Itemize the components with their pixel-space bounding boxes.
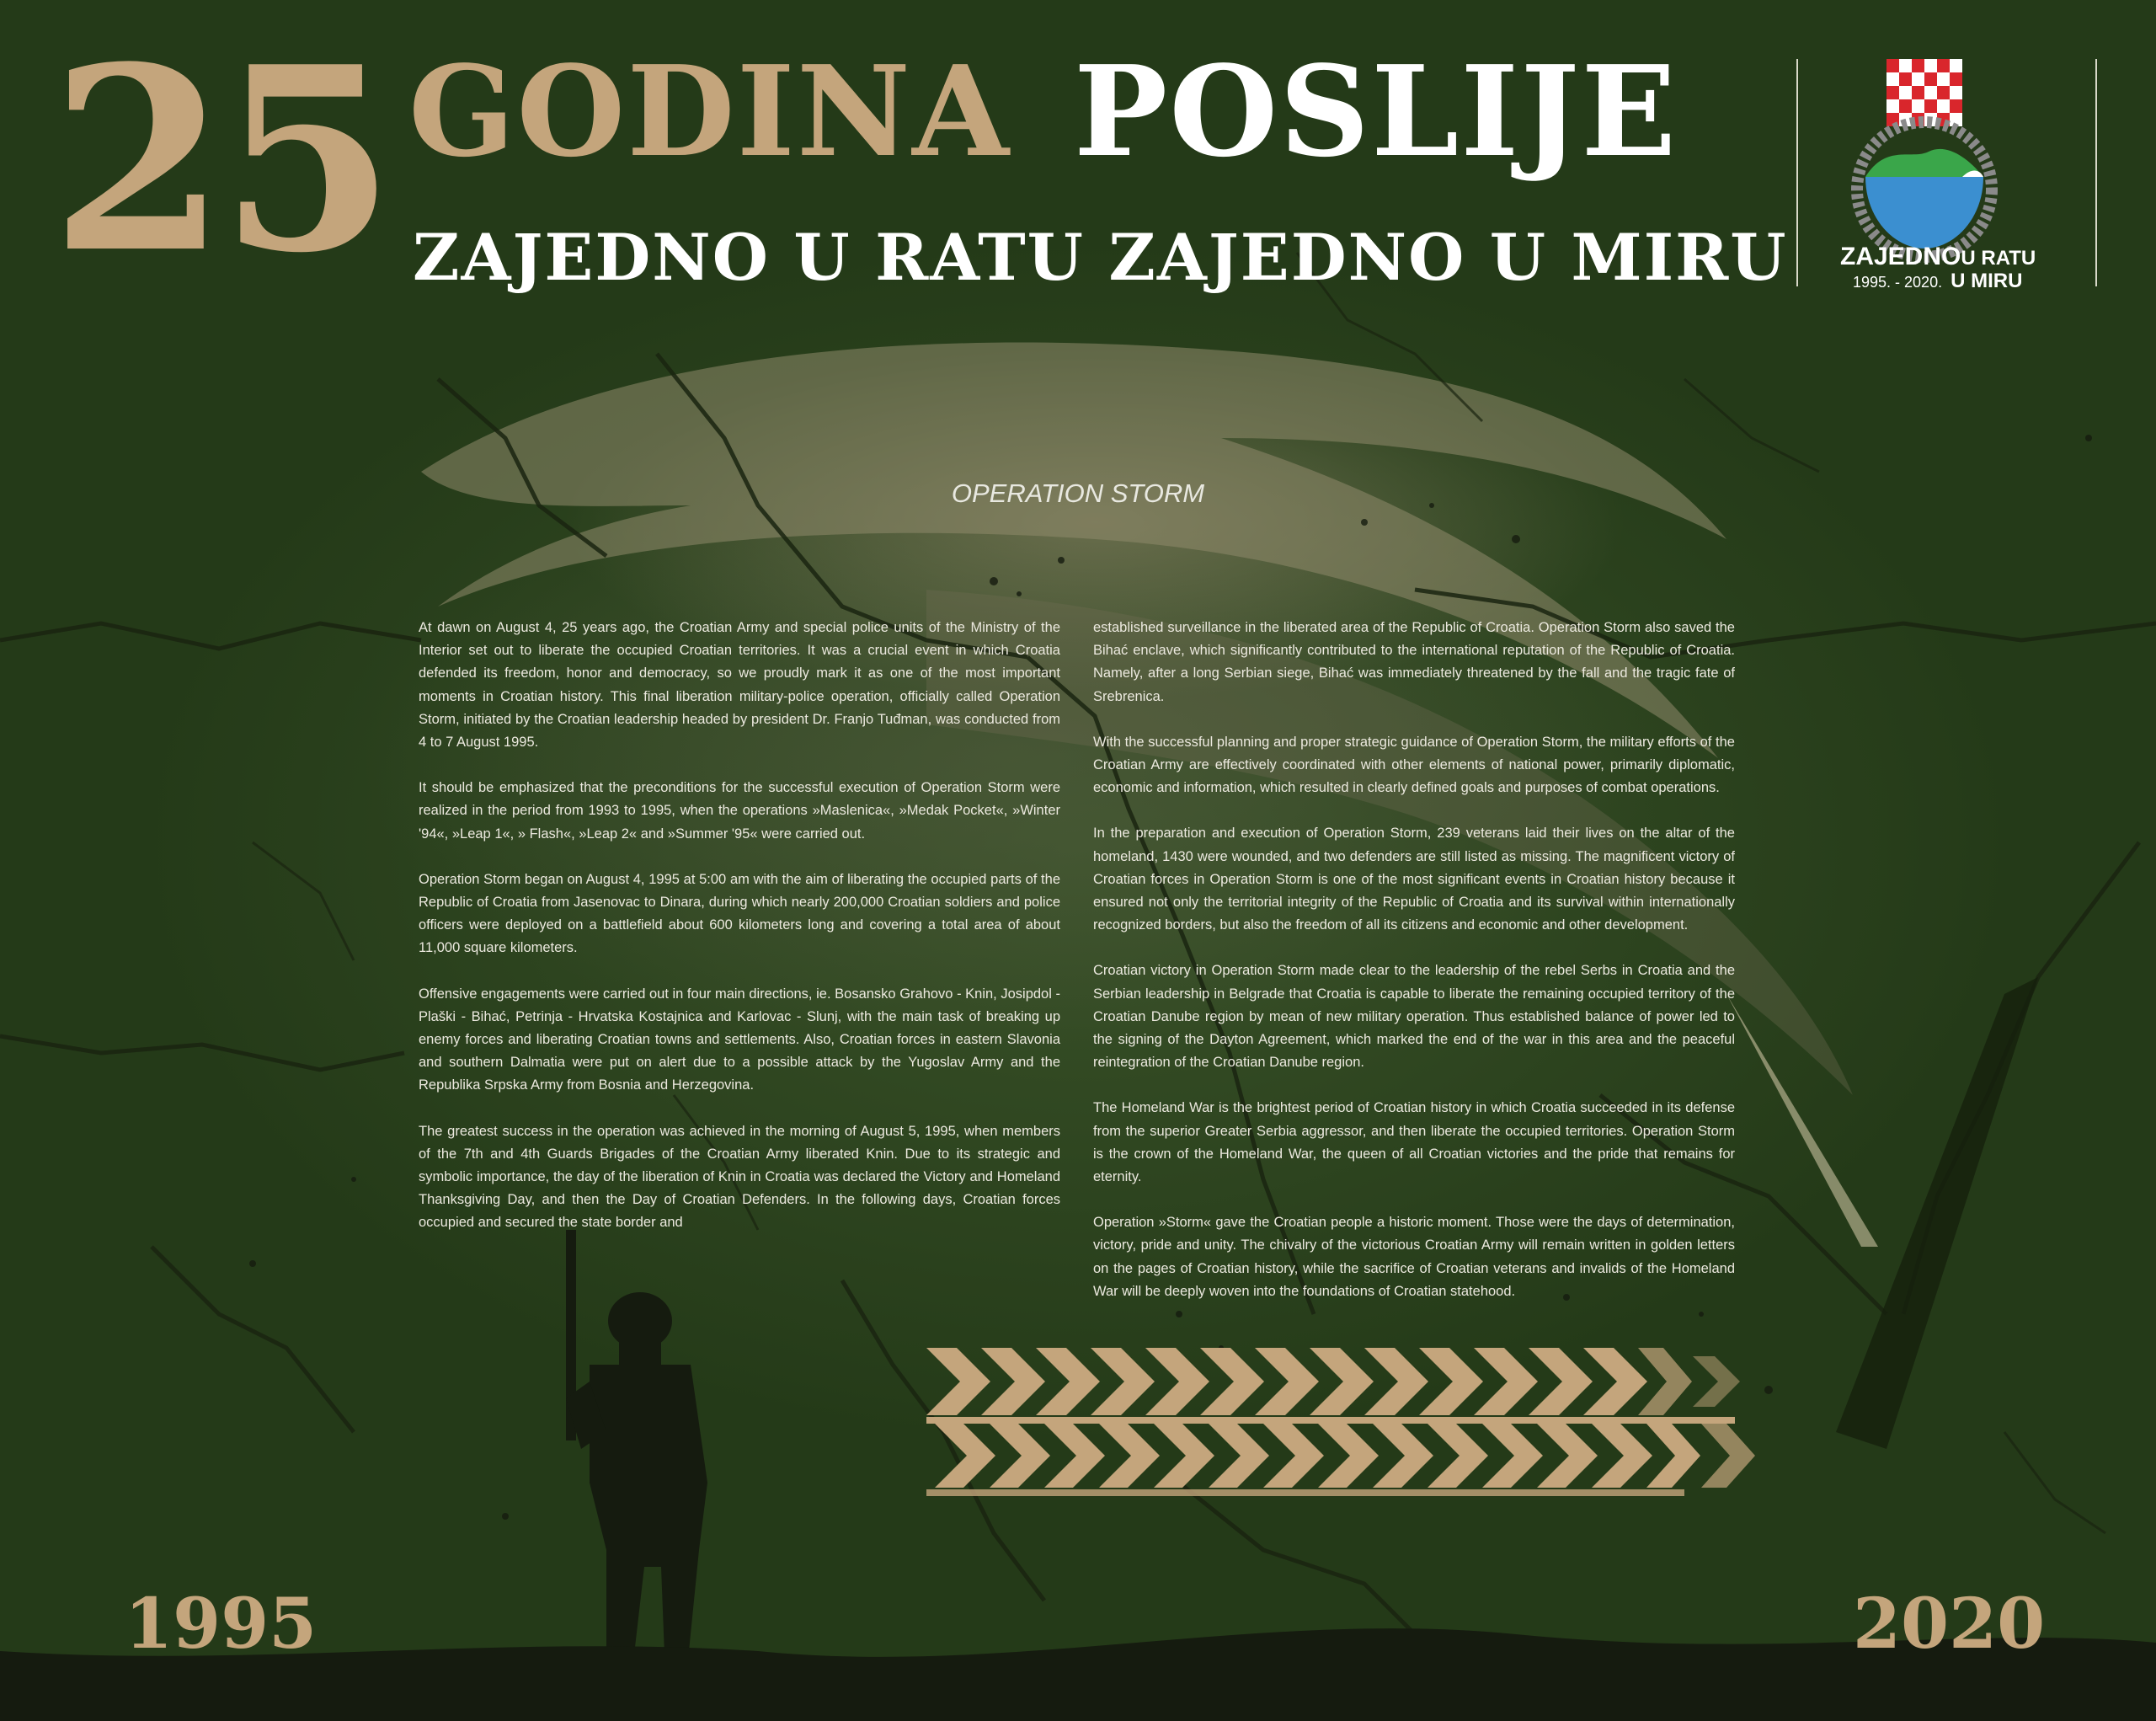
paragraph: established surveillance in the liberated area of the Republic of Croatia. Operation Storm also saved the Bihać enclave, which significantly contributed to the international reputation of the Republic of Croatia. Namely, after a long Serbian siege, Bihać was immediately threatened by the fall and the tragic fate of Srebrenica.: [1093, 620, 1735, 704]
paragraph: Offensive engagements were carried out in four main directions, ie. Bosansko Grahovo - Knin, Josipdol - Plaški - Bihać, Petrinja - Hrvatska Kostajnica and Karlovac - Slunj, with the main task of breaking up enemy forces and liberating Croatian towns and settlements. Also, Croatian forces in eastern Slavonia and southern Dalmatia were put on alert due to a possible attack by the Yugoslav Army and the Republika Srpska Army from Bosnia and Herzegovina.: [419, 986, 1060, 1093]
anniversary-number: 25: [51, 11, 389, 308]
chevron-row-top: [926, 1348, 1740, 1415]
checkerboard-icon: [1886, 59, 1962, 126]
paragraph: With the successful planning and proper strategic guidance of Operation Storm, the military efforts of the Croatian Army are effectively coordinated with other elements of national power, primarily diplomatic, economic and information, which resulted in clearly defined goals and purposes of combat operations.: [1093, 734, 1735, 796]
paragraph: At dawn on August 4, 25 years ago, the Croatian Army and special police units of the Ministry of the Interior set out to liberate the occupied Croatian territories. It was a crucial event in which Croatia defended its freedom, honor and democracy, so we proudly mark it as one of the most important moments in Croatian history. This final liberation military-police operation, officially called Operation Storm, initiated by the Croatian leadership headed by president Dr. Franjo Tuđman, was conducted from 4 to 7 August 1995.: [419, 620, 1060, 751]
title-godina: GODINA: [408, 38, 1011, 184]
chevron-row-bottom: [935, 1424, 1755, 1488]
section-title: OPERATION STORM: [951, 478, 1205, 508]
logo-text-line1: ZAJEDNOU RATU: [1840, 243, 2036, 270]
paragraph: The greatest success in the operation was achieved in the morning of August 5, 1995, when members of the 7th and 4th Guards Brigades of the Croatian Army liberated Knin. Due to its strategic and symbolic importance, the day of the liberation of Knin in Croatia was declared the Victory and Homeland Thanksgiving Day, and then the Day of Croatian Defenders. In the following days, Croatian forces occupied and secured the state border and: [419, 1123, 1060, 1231]
paragraph: It should be emphasized that the preconditions for the successful execution of Operation Storm were realized in the period from 1993 to 1995, when the operations »Maslenica«, »Medak Pocket«, »Winter '94«, »Leap 1«, » Flash«, »Leap 2« and »Summer '95« were carried out.: [419, 780, 1060, 842]
paragraph: Operation Storm began on August 4, 1995 at 5:00 am with the aim of liberating the occupied parts of the Republic of Croatia from Jasenovac to Dinara, during which nearly 200,000 Croatian soldiers and police officers were deployed on a battlefield about 600 kilometers long and covering a total area of about 11,000 square kilometers.: [419, 871, 1060, 956]
divider-right: [2095, 59, 2097, 286]
title-poslije: POSLIJE: [1074, 38, 1678, 184]
chevron-bar-bottom: [926, 1489, 1684, 1496]
chevron-bar: [926, 1417, 1735, 1424]
year-start: 1995: [125, 1584, 318, 1665]
paragraph: The Homeland War is the brightest period of Croatian history in which Croatia succeeded in its defense from the superior Greater Serbia aggressor, and then liberate the occupied territories. Operation Storm is the crown of the Homeland War, the queen of all Croatian victories and the pride that remains for eternity.: [1093, 1100, 1735, 1185]
subtitle: ZAJEDNO U RATU ZAJEDNO U MIRU: [413, 220, 1788, 295]
year-end: 2020: [1853, 1584, 2046, 1665]
logo-text-line2: 1995. - 2020. U MIRU: [1853, 270, 2023, 292]
left-text-column: [419, 617, 1060, 1258]
right-text-column: [1093, 617, 1735, 1326]
green-hills-icon: [1865, 149, 1983, 177]
paragraph: Operation »Storm« gave the Croatian people a historic moment. Those were the days of determination, victory, pride and unity. The chivalry of the victorious Croatian Army will remain written in golden letters on the pages of Croatian history, while the sacrifice of Croatian veterans and invalids of the Homeland War will be deeply woven into the foundations of Croatian statehood.: [1093, 1215, 1735, 1299]
paragraph: Croatian victory in Operation Storm made clear to the leadership of the rebel Serbs in Croatia and the Serbian leadership in Belgrade that Croatia is capable to liberate the remaining occupied territory of the Croatian Danube region by mean of new military operation. Thus established balance of power led to the signing of the Dayton Agreement, which marked the end of the war in this area and the peaceful reintegration of the Croatian Danube region.: [1093, 963, 1735, 1071]
divider-left: [1796, 59, 1798, 286]
paragraph: In the preparation and execution of Operation Storm, 239 veterans laid their lives on the altar of the homeland, 1430 were wounded, and two defenders are still listed as missing. The magnificent victory of Croatian forces in Operation Storm is one of the most significant events in Croatian history because it ensured not only the territorial integrity of the Republic of Croatia and its survival within internationally recognized borders, but also the freedom of all its citizens and economic and other development.: [1093, 826, 1735, 933]
